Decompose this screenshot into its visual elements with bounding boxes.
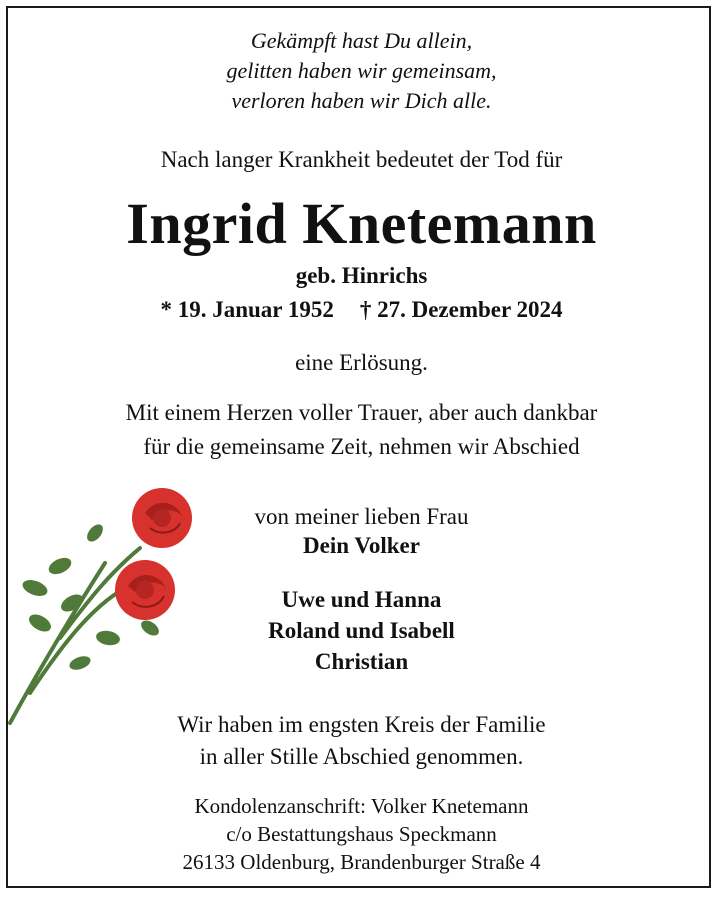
intro-text: Nach langer Krankheit bedeutet der Tod für <box>160 147 563 172</box>
motto-line-2: gelitten haben wir gemeinsam, <box>226 58 497 83</box>
relief-text: eine Erlösung. <box>295 350 428 375</box>
motto-line-1: Gekämpft hast Du allein, <box>250 28 473 53</box>
life-dates <box>0 297 723 323</box>
from-line: von meiner lieben Frau <box>254 504 469 529</box>
farewell-line-1: Mit einem Herzen voller Trauer, aber auch dankbar <box>125 400 598 425</box>
family-member-2: Roland und Isabell <box>268 618 455 643</box>
family-member-3: Christian <box>314 649 409 674</box>
farewell-line-2: für die gemeinsame Zeit, nehmen wir Abschied <box>143 434 580 459</box>
birth-date: * 19. Januar 1952 <box>160 297 334 322</box>
condolence-line-1: Kondolenzanschrift: Volker Knetemann <box>194 794 529 818</box>
condolence-line-2: c/o Bestattungshaus Speckmann <box>226 822 497 846</box>
closing-line-1: Wir haben im engsten Kreis der Familie <box>177 712 546 737</box>
motto-line-3: verloren haben wir Dich alle. <box>231 88 492 113</box>
husband-name: Dein Volker <box>303 533 420 558</box>
family-member-1: Uwe und Hanna <box>281 587 442 612</box>
death-date: † 27. Dezember 2024 <box>359 297 563 322</box>
deceased-name: Ingrid Knetemann <box>126 191 597 256</box>
maiden-name: geb. Hinrichs <box>295 263 428 288</box>
closing-line-2: in aller Stille Abschied genommen. <box>199 744 524 769</box>
condolence-line-3: 26133 Oldenburg, Brandenburger Straße 4 <box>182 850 541 874</box>
